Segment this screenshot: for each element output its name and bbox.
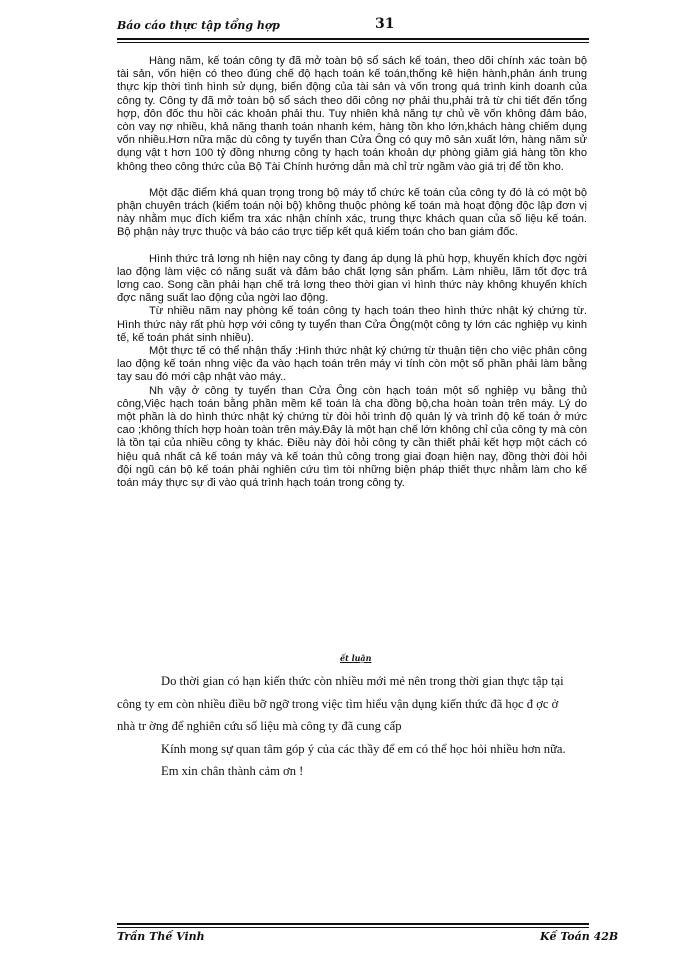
header-rule-thin	[117, 42, 589, 43]
conclusion-line-3: nhà tr ờng để nghiên cứu số liệu mà công ty đã cung cấp	[117, 719, 402, 733]
footer-class: Kế Toán 42B	[540, 930, 619, 943]
conclusion-line-4: Kính mong sự quan tâm góp ý của các thầy để em có thể học hỏi nhiều hơn nữa.	[161, 741, 566, 756]
body-text	[117, 55, 587, 490]
header-rule	[117, 38, 589, 40]
conclusion-line-5: Em xin chân thành cảm ơn !	[161, 764, 304, 778]
paragraph-5: Một thực tế có thể nhận thấy :Hình thức nhật ký chứng từ thuận tiện cho việc phân công lao động kế toán nhng việc đa vào hạch toán trên máy vi tính còn một số phần phải làm bằng tay sau đó mới cập nhật vào máy..	[117, 345, 587, 384]
conclusion-line-2: công ty em còn nhiều điều bỡ ngỡ trong việc tìm hiểu vận dụng kiến thức đã học đ ợc ở	[117, 696, 559, 711]
conclusion-line-1: Do thời gian có hạn kiến thức còn nhiều mới mẻ nên trong thời gian thực tập tại	[161, 674, 564, 688]
conclusion-title: ết luận	[340, 653, 372, 663]
page-number: 31	[375, 16, 395, 32]
paragraph-2: Một đặc điểm khá quan trọng trong bộ máy tổ chức kế toán của công ty đó là có một bộ phận chuyên trách (kiểm toán nội bộ) không thuộc phòng kế toán mà hoạt động độc lập đơn vị này nhằm mục đích kiểm tra xác nhận chính xác, trung thực khách quan của số liệu kế toán. Bộ phận này trực thuộc và báo cáo trực tiếp kết quả kiểm toán cho ban giám đốc.	[117, 186, 587, 239]
footer-rule	[117, 923, 589, 925]
page-header	[117, 14, 589, 38]
paragraph-3: Hình thức trả lơng nh hiện nay công ty đang áp dụng là phù hợp, khuyến khích đợc ngời lao động làm việc có năng suất và đảm bảo chất lợng sản phẩm. Làm nhiều, lãm tốt đợc trả lơng cao. Song cần phải hạn chế trả lơng theo thời gian vì hình thức này không khuyến khích đợc năng suất lao động của ngời lao động.	[117, 252, 587, 305]
conclusion-section	[117, 670, 589, 783]
header-title: Báo cáo thực tập tổng hợp	[117, 19, 280, 32]
paragraph-6: Nh vậy ở công ty tuyển than Cửa Ông còn hạch toán một số nghiệp vụ bằng thủ công,Việc hạch toán bằng phần mềm kế toán là cha đồng bộ,cha hoàn toàn trên máy. Lý do một phần là do hình thức nhật ký chứng từ đòi hỏi trình độ quản lý và trình độ kế toán ở mức cao ;không thích hợp hoàn toàn trên máy.Đây là một hạn chế lớn không chỉ của công ty mà còn là tồn tại của nhiều công ty khác. Điều này đòi hỏi công ty cần thiết phải kết hợp một cách có hiệu quả nhất cả kế toán máy và kế toán thủ công trong giai đoạn hiện nay, đồng thời đòi hỏi đội ngũ cán bộ kế toán phải nghiên cứu tìm tòi những biện pháp thiết thực nhằm làm cho kế toán máy thực sự đi vào quá trình hạch toán trong công ty.	[117, 384, 587, 490]
footer-author: Trần Thế Vinh	[117, 930, 205, 943]
paragraph-4: Từ nhiều năm nay phòng kế toán công ty hạch toán theo hình thức nhật ký chứng từ. Hình thức này rất phù hợp với công ty tuyển than Cửa Ông(một công ty lớn các nghiệp vụ kinh tế, kế toán phát sinh nhiều).	[117, 305, 587, 344]
footer-rule-thin	[117, 927, 589, 928]
paragraph-1: Hàng năm, kế toán công ty đã mở toàn bộ sổ sách kế toán, theo dõi chính xác toàn bộ tài sản, vốn hiện có theo đúng chế độ hạch toán kế toán,thống kê hiện hành,phản ánh trung thực kịp thời tình hình sử dụng, biến động của tài sản và vốn trong quá trình kinh doanh của công ty. Công ty đã mở toàn bộ sổ sách theo dõi công nợ phải thu,phải trả từ chi tiết đến tổng hợp, đôn đốc thu hồi các khoản phải thu. Tuy nhiên khả năng tự chủ về vốn không đảm bảo, còn vay nợ nhiều, khả năng thanh toán nhanh kém, hàng tồn kho lớn,khách hàng chiếm dụng vốn nhiều.Hơn nữa mặc dù công ty tuyển than Cửa Ông có quy mô sản xuất lớn, hàng năm sử dụng vật t hơn 100 tỷ đồng nhưng công ty hạch toán khoản dự phòng giảm giá hàng tồn kho không theo công thức của Bộ Tài Chính hướng dẫn mà chỉ trừ ngầm vào giá trị để tồn kho.	[117, 55, 587, 173]
